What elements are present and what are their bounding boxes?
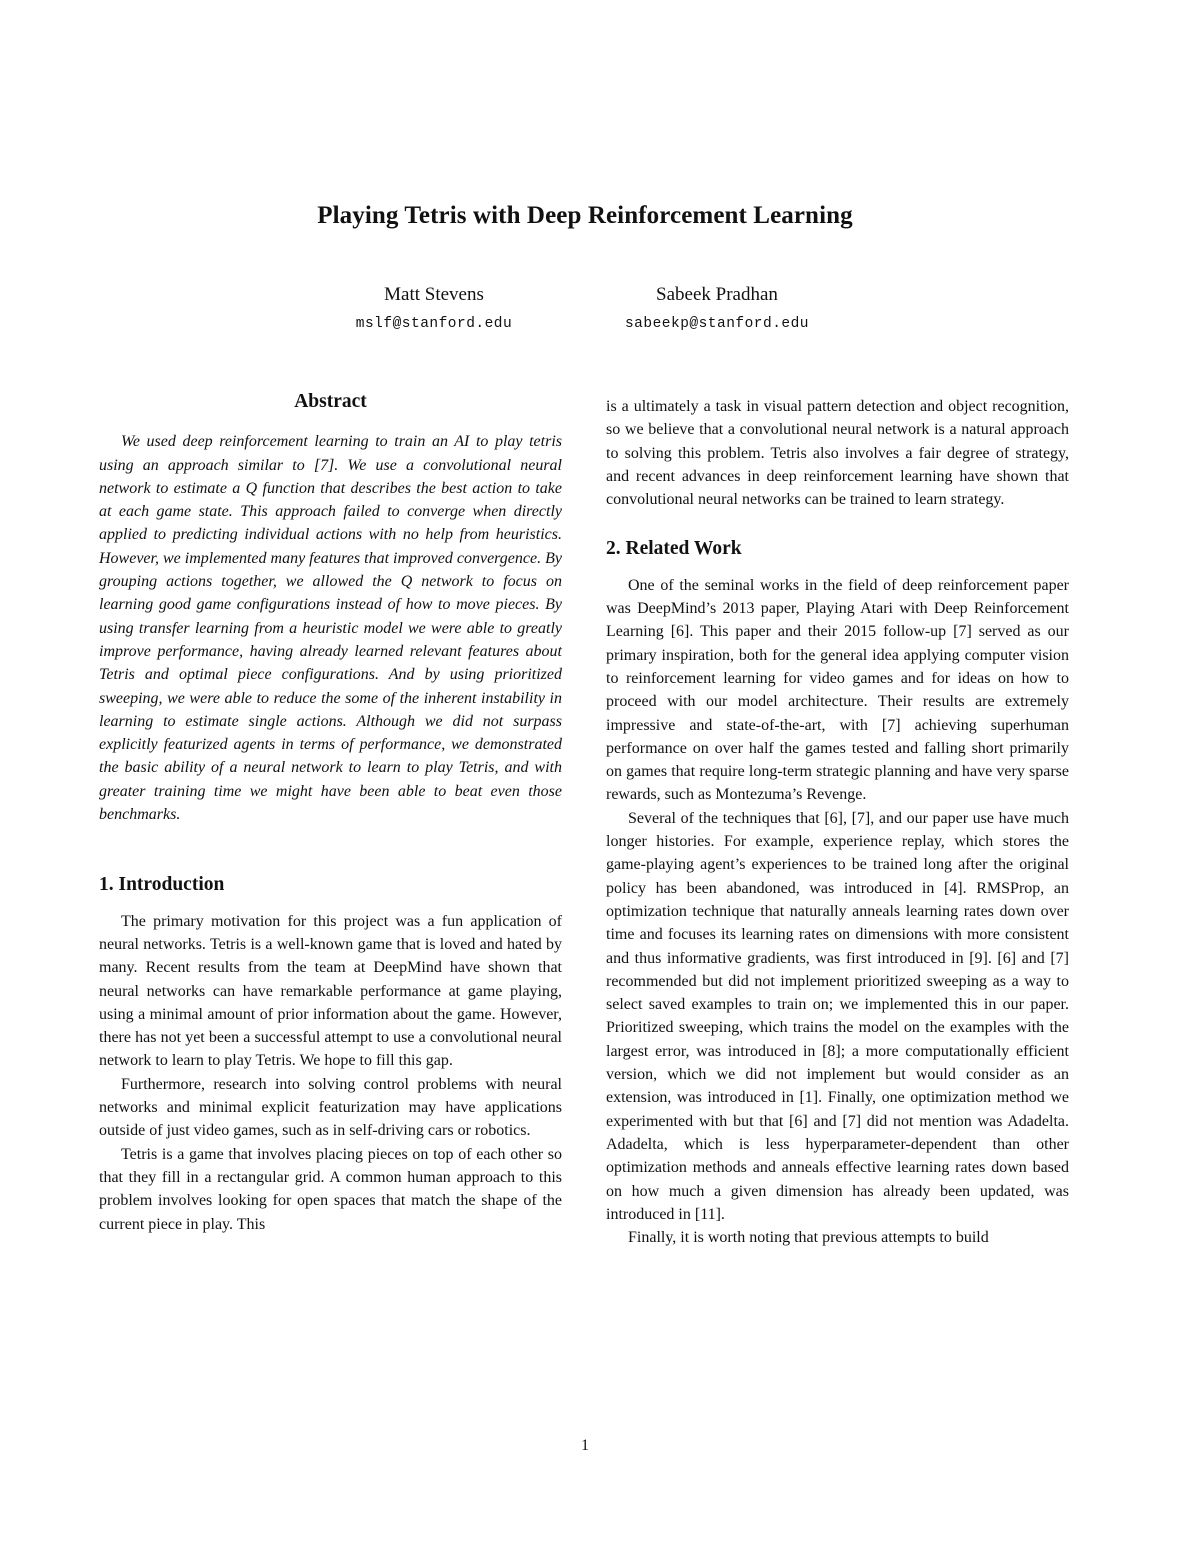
author-name: Sabeek Pradhan (656, 284, 778, 305)
paragraph: Finally, it is worth noting that previous attempts to build (628, 1229, 989, 1247)
paragraph: Several of the techniques that [6], [7], and our paper use have much longer histories. For example, experience replay, which stores the game-playing agent’s experiences to be trained long after the original policy has been abandoned, was introduced in [4]. RMSProp, an optimization technique that naturally anneals learning rates down over time and focuses its learning rates on dimensions with more consistent and thus informative gradients, was first introduced in [9]. [6] and [7] recommended but did not implement prioritized sweeping as a way to select saved examples to train on; we implemented this in our paper. Prioritized sweeping, which trains the model on the examples with the largest error, was introduced in [8]; a more computationally efficient version, which we did not implement but would consider as an extension, was introduced in [1]. Finally, one optimization method we experimented with but that [6] and [7] did not mention was Adadelta. Adadelta, which is less hyperparameter-dependent than other optimization methods and anneals effective learning rates down based on how much a given dimension has already been updated, was introduced in [11]. (606, 809, 1069, 1223)
page-number: 1 (581, 1437, 589, 1454)
paragraph-continuation: is a ultimately a task in visual pattern detection and object recognition, so we believe that a convolutional neural network is a natural approach to solving this problem. Tetris also involves a fair degree of strategy, and recent advances in deep reinforcement learning have shown that convolutional neural networks can be trained to learn strategy. (606, 398, 1069, 509)
author-email: mslf@stanford.edu (355, 316, 513, 332)
author-name: Matt Stevens (384, 284, 484, 305)
author-block (284, 284, 584, 332)
paragraph: The primary motivation for this project was a fun application of neural networks. Tetris is a well-known game that is loved and hated by many. Recent results from the team at DeepMind have shown that neural networks can have remarkable performance at game playing, using a minimal amount of prior information about the game. However, there has not yet been a successful attempt to use a convolutional neural network to learn to play Tetris. We hope to fill this gap. (99, 912, 562, 1070)
abstract-heading: Abstract (294, 391, 367, 412)
paper-title: Playing Tetris with Deep Reinforcement Learning (317, 202, 853, 229)
paragraph: One of the seminal works in the field of deep reinforcement paper was DeepMind’s 2013 paper, Playing Atari with Deep Reinforcement Learning [6]. This paper and their 2015 follow-up [7] served as our primary inspiration, both for the general idea applying computer vision to reinforcement learning for video games and for ideas on how to proceed with our model architecture. Their results are extremely impressive and state-of-the-art, with [7] achieving superhuman performance on over half the games tested and falling short primarily on games that require long-term strategic planning and have very sparse rewards, such as Montezuma’s Revenge. (606, 576, 1069, 804)
right-column (606, 395, 1069, 1249)
author-email: sabeekp@stanford.edu (624, 316, 810, 332)
section-heading-related-work: 2. Related Work (606, 538, 742, 560)
left-column (99, 390, 562, 1236)
paragraph: Tetris is a game that involves placing pieces on top of each other so that they fill in a rectangular grid. A common human approach to this problem involves looking for open spaces that match the shape of the current piece in play. This (99, 1145, 562, 1233)
author-block (567, 284, 867, 332)
section-heading-introduction: 1. Introduction (99, 874, 225, 896)
paragraph: Furthermore, research into solving control problems with neural networks and minimal explicit featurization may have applications outside of just video games, such as in self-driving cars or robotics. (99, 1075, 562, 1140)
abstract-text: We used deep reinforcement learning to train an AI to play tetris using an approach similar to [7]. We use a convolutional neural network to estimate a Q function that describes the best action to take at each game state. This approach failed to converge when directly applied to predicting individual actions with no help from heuristics. However, we implemented many features that improved convergence. By grouping actions together, we allowed the Q network to focus on learning good game configurations instead of how to move pieces. By using transfer learning from a heuristic model we were able to greatly improve performance, having already learned relevant features about Tetris and optimal piece configurations. And by using prioritized sweeping, we were able to reduce the some of the inherent instability in learning to estimate single actions. Although we did not surpass explicitly featurized agents in terms of performance, we demonstrated the basic ability of a neural network to learn to play Tetris, and with greater training time we might have been able to beat even those benchmarks. (99, 433, 562, 824)
